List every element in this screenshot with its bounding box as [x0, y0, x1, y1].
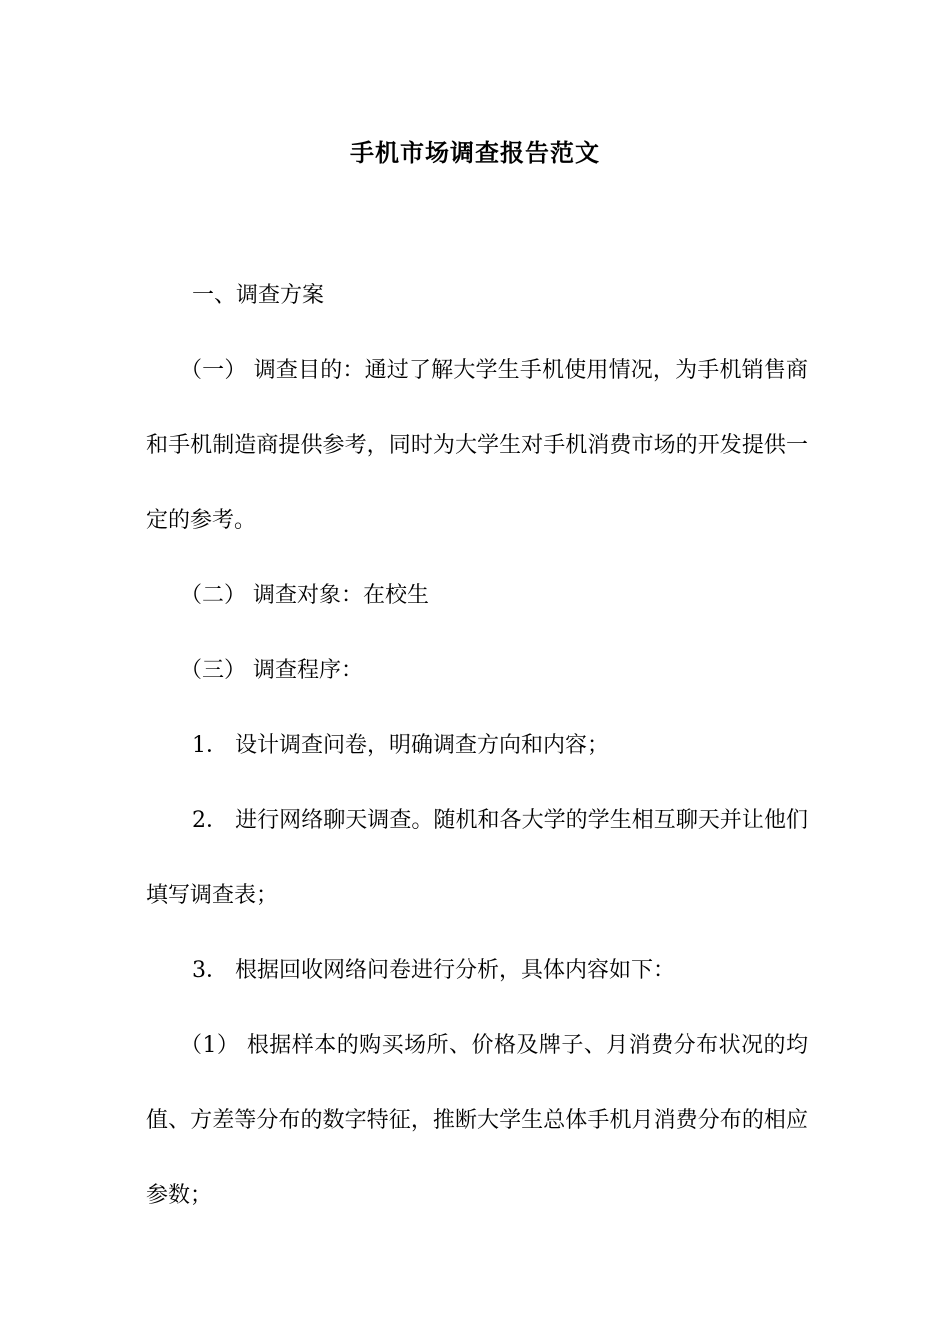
document-body	[146, 258, 808, 1233]
list-item-step-2: 2． 进行网络聊天调查。随机和各大学的学生相互聊天并让他们填写调查表；	[146, 808, 808, 908]
paragraph-survey-procedure: （三） 调查程序：	[180, 658, 363, 683]
document-title: 手机市场调查报告范文	[350, 138, 600, 167]
paragraph-survey-subjects: （二） 调查对象：在校生	[180, 583, 429, 608]
list-item-step-1: 1． 设计调查问卷，明确调查方向和内容；	[192, 733, 609, 758]
section-heading: 一、调查方案	[192, 283, 325, 308]
list-item-analysis-1: （1） 根据样本的购买场所、价格及牌子、月消费分布状况的均值、方差等分布的数字特征，推断大学生总体手机月消费分布的相应参数；	[146, 1033, 808, 1208]
paragraph-survey-purpose: （一） 调查目的：通过了解大学生手机使用情况，为手机销售商和手机制造商提供参考，同时为大学生对手机消费市场的开发提供一定的参考。	[146, 358, 808, 533]
list-item-step-3: 3． 根据回收网络问卷进行分析，具体内容如下：	[192, 958, 675, 983]
